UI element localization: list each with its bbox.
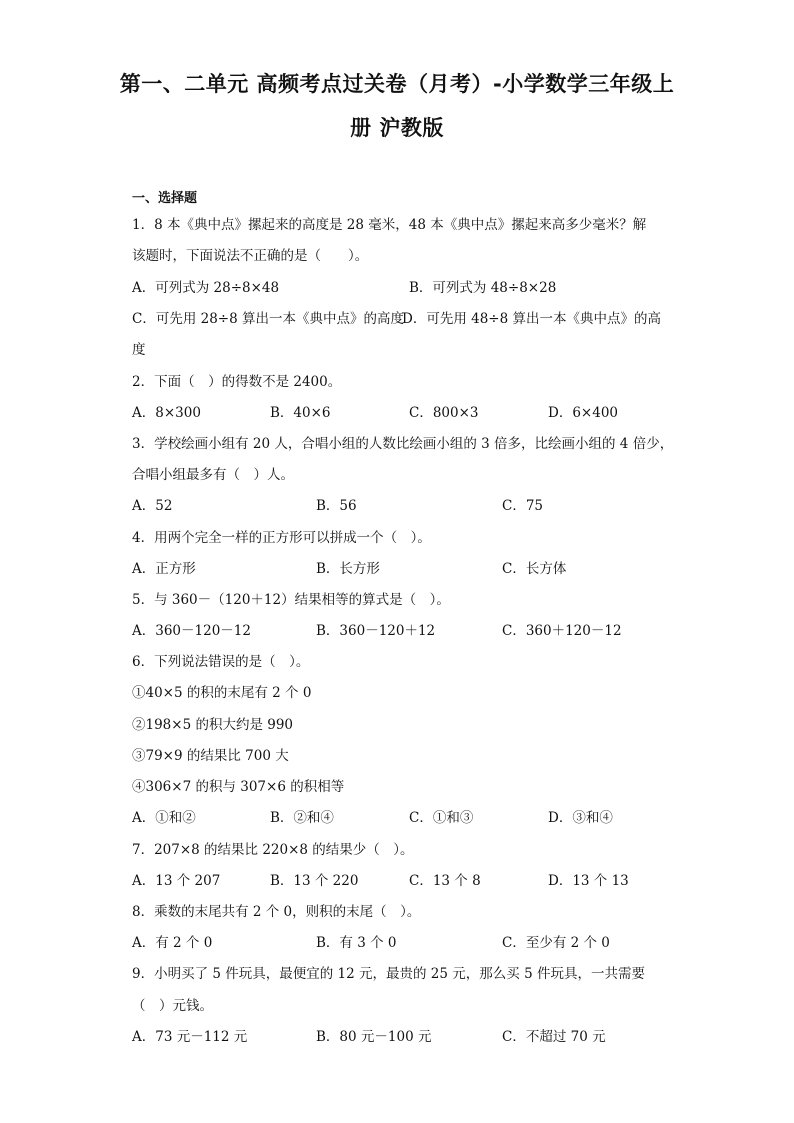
question-7-stem: 7．207×8 的结果比 220×8 的结果少（ ）。 <box>132 842 414 858</box>
question-1-option-c[interactable]: C．可先用 28÷8 算出一本《典中点》的高度 <box>132 311 404 327</box>
question-3-stem: 3．学校绘画小组有 20 人，合唱小组的人数比绘画小组的 3 倍多，比绘画小组的 4 倍少， <box>132 436 674 452</box>
question-1-stem: 1．8 本《典中点》摞起来的高度是 28 毫米，48 本《典中点》摞起来高多少毫米？解 <box>132 217 647 233</box>
page-title-line-2: 册 沪教版 <box>350 116 444 140</box>
question-8-option-b[interactable]: B．有 3 个 0 <box>316 935 397 951</box>
question-6-statement-3: ③79×9 的结果比 700 大 <box>132 748 289 764</box>
question-9-stem-cont: （ ）元钱。 <box>132 998 213 1014</box>
question-5-option-a[interactable]: A．360－120－12 <box>132 623 251 639</box>
question-2-option-c[interactable]: C．800×3 <box>409 405 479 421</box>
question-9-option-b[interactable]: B．80 元－100 元 <box>316 1029 432 1045</box>
question-6-statement-1: ①40×5 的积的末尾有 2 个 0 <box>132 685 312 701</box>
question-6-statement-4: ④306×7 的积与 307×6 的积相等 <box>132 779 345 795</box>
question-1-option-d[interactable]: D．可先用 48÷8 算出一本《典中点》的高 <box>402 311 661 327</box>
question-2-stem: 2．下面（ ）的得数不是 2400。 <box>132 374 342 390</box>
question-7-option-a[interactable]: A．13 个 207 <box>132 873 221 889</box>
question-5-option-b[interactable]: B．360－120＋12 <box>316 623 436 639</box>
question-1-option-d-cont: 度 <box>132 342 146 358</box>
question-6-option-d[interactable]: D．③和④ <box>548 810 613 826</box>
question-8-option-a[interactable]: A．有 2 个 0 <box>132 935 213 951</box>
question-3-stem-cont: 合唱小组最多有（ ）人。 <box>132 467 294 483</box>
page-title-line-1: 第一、二单元 高频考点过关卷（月考）-小学数学三年级上 <box>119 72 675 96</box>
question-3-option-b[interactable]: B．56 <box>316 498 357 514</box>
question-7-option-d[interactable]: D．13 个 13 <box>548 873 629 889</box>
question-4-option-c[interactable]: C．长方体 <box>502 561 567 577</box>
section-heading: 一、选择题 <box>132 191 198 206</box>
question-2-option-b[interactable]: B．40×6 <box>270 405 331 421</box>
question-6-option-b[interactable]: B．②和④ <box>270 810 334 826</box>
question-5-stem: 5．与 360－（120＋12）结果相等的算式是（ ）。 <box>132 592 450 608</box>
question-4-option-a[interactable]: A．正方形 <box>132 561 196 577</box>
question-2-option-d[interactable]: D．6×400 <box>548 405 618 421</box>
question-1-option-b[interactable]: B．可列式为 48÷8×28 <box>409 280 557 296</box>
question-9-stem: 9．小明买了 5 件玩具，最便宜的 12 元，最贵的 25 元，那么买 5 件玩具，一共需要 <box>132 966 645 982</box>
question-6-stem: 6．下列说法错误的是（ ）。 <box>132 654 310 670</box>
question-6-option-c[interactable]: C．①和③ <box>409 810 474 826</box>
question-6-option-a[interactable]: A．①和② <box>132 810 196 826</box>
question-4-stem: 4．用两个完全一样的正方形可以拼成一个（ ）。 <box>132 530 431 546</box>
question-3-option-a[interactable]: A．52 <box>132 498 173 514</box>
question-5-option-c[interactable]: C．360＋120－12 <box>502 623 622 639</box>
question-6-statement-2: ②198×5 的积大约是 990 <box>132 717 294 733</box>
question-3-option-c[interactable]: C．75 <box>502 498 544 514</box>
question-2-option-a[interactable]: A．8×300 <box>132 405 201 421</box>
question-1-option-a[interactable]: A．可列式为 28÷8×48 <box>132 280 280 296</box>
question-8-stem: 8．乘数的末尾共有 2 个 0，则积的末尾（ ）。 <box>132 904 421 920</box>
question-4-option-b[interactable]: B．长方形 <box>316 561 380 577</box>
question-7-option-b[interactable]: B．13 个 220 <box>270 873 359 889</box>
question-9-option-c[interactable]: C．不超过 70 元 <box>502 1029 606 1045</box>
question-8-option-c[interactable]: C．至少有 2 个 0 <box>502 935 610 951</box>
question-7-option-c[interactable]: C．13 个 8 <box>409 873 481 889</box>
question-9-option-a[interactable]: A．73 元－112 元 <box>132 1029 248 1045</box>
question-1-stem-cont: 该题时，下面说法不正确的是（ ）。 <box>132 248 369 264</box>
